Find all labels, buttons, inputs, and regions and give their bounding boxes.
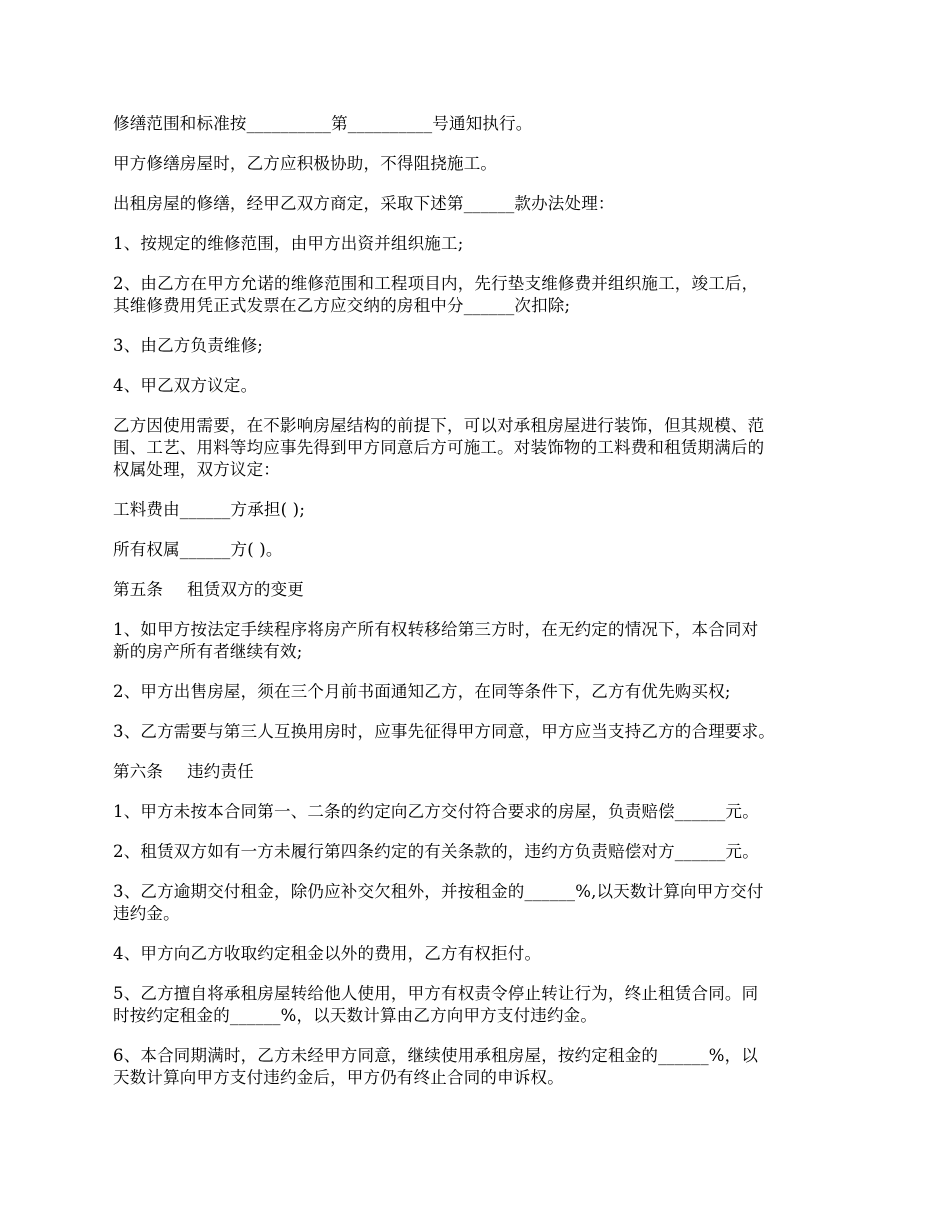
paragraph-breach-5 bbox=[113, 983, 843, 1027]
paragraph-breach-4 bbox=[113, 943, 843, 965]
text-line: 5、乙方擅自将承租房屋转给他人使用，甲方有权责令停止转让行为，终止租赁合同。同 bbox=[113, 984, 759, 1003]
contract-page bbox=[113, 113, 843, 1107]
paragraph-repair-option-1 bbox=[113, 233, 843, 255]
paragraph-breach-3 bbox=[113, 881, 843, 925]
article-title: 租赁双方的变更 bbox=[187, 580, 305, 599]
text-line: 新的房产所有者继续有效; bbox=[113, 642, 303, 661]
paragraph-change-3 bbox=[113, 721, 843, 743]
text-line: 违约金。 bbox=[113, 904, 180, 923]
text-line: 4、甲乙双方议定。 bbox=[113, 376, 258, 395]
text-line: 天数计算向甲方支付违约金后，甲方仍有终止合同的申诉权。 bbox=[113, 1068, 564, 1087]
paragraph-breach-2 bbox=[113, 841, 843, 863]
paragraph-ownership bbox=[113, 539, 843, 561]
text-line: 2、由乙方在甲方允诺的维修范围和工程项目内，先行垫支维修费并组织施工，竣工后， bbox=[113, 274, 759, 293]
paragraph-repair-method bbox=[113, 193, 843, 215]
article-number: 第六条 bbox=[113, 762, 164, 781]
article-number: 第五条 bbox=[113, 580, 164, 599]
text-line: 工料费由______方承担( ); bbox=[113, 500, 306, 519]
text-line: 围、工艺、用料等均应事先得到甲方同意后方可施工。对装饰物的工料费和租赁期满后的 bbox=[113, 438, 765, 457]
text-line: 乙方因使用需要，在不影响房屋结构的前提下，可以对承租房屋进行装饰，但其规模、范 bbox=[113, 416, 765, 435]
section-heading-article-5 bbox=[113, 579, 843, 601]
text-line: 1、如甲方按法定手续程序将房产所有权转移给第三方时，在无约定的情况下，本合同对 bbox=[113, 620, 759, 639]
paragraph-breach-6 bbox=[113, 1045, 843, 1089]
paragraph-breach-1 bbox=[113, 801, 843, 823]
text-line: 权属处理，双方议定： bbox=[113, 460, 280, 479]
article-title: 违约责任 bbox=[187, 762, 254, 781]
paragraph-change-1 bbox=[113, 619, 843, 663]
text-line: 3、乙方逾期交付租金，除仍应补交欠租外，并按租金的______%,以天数计算向甲方交付 bbox=[113, 882, 764, 901]
text-line: 1、按规定的维修范围，由甲方出资并组织施工; bbox=[113, 234, 464, 253]
text-line: 3、由乙方负责维修; bbox=[113, 336, 264, 355]
text-line: 甲方修缮房屋时，乙方应积极协助，不得阻挠施工。 bbox=[113, 154, 498, 173]
text-line: 所有权属______方( )。 bbox=[113, 540, 283, 559]
text-line: 2、租赁双方如有一方未履行第四条约定的有关条款的，违约方负责赔偿对方______元。 bbox=[113, 842, 759, 861]
paragraph-material-cost bbox=[113, 499, 843, 521]
text-line: 3、乙方需要与第三人互换用房时，应事先征得甲方同意，甲方应当支持乙方的合理要求。 bbox=[113, 722, 775, 741]
text-line: 2、甲方出售房屋，须在三个月前书面通知乙方，在同等条件下，乙方有优先购买权; bbox=[113, 682, 731, 701]
paragraph-repair-option-2 bbox=[113, 273, 843, 317]
paragraph-change-2 bbox=[113, 681, 843, 703]
text-line: 时按约定租金的______%，以天数计算由乙方向甲方支付违约金。 bbox=[113, 1006, 598, 1025]
paragraph-repair-scope bbox=[113, 113, 843, 135]
paragraph-repair-option-3 bbox=[113, 335, 843, 357]
text-line: 出租房屋的修缮，经甲乙双方商定，采取下述第______款办法处理： bbox=[113, 194, 615, 213]
paragraph-repair-cooperation bbox=[113, 153, 843, 175]
text-line: 4、甲方向乙方收取约定租金以外的费用，乙方有权拒付。 bbox=[113, 944, 542, 963]
text-line: 其维修费用凭正式发票在乙方应交纳的房租中分______次扣除; bbox=[113, 296, 571, 315]
text-line: 修缮范围和标准按__________第__________号通知执行。 bbox=[113, 114, 533, 133]
text-line: 1、甲方未按本合同第一、二条的约定向乙方交付符合要求的房屋，负责赔偿______元。 bbox=[113, 802, 759, 821]
paragraph-decoration bbox=[113, 415, 843, 481]
text-line: 6、本合同期满时，乙方未经甲方同意，继续使用承租房屋，按约定租金的______%，以 bbox=[113, 1046, 759, 1065]
paragraph-repair-option-4 bbox=[113, 375, 843, 397]
section-heading-article-6 bbox=[113, 761, 843, 783]
